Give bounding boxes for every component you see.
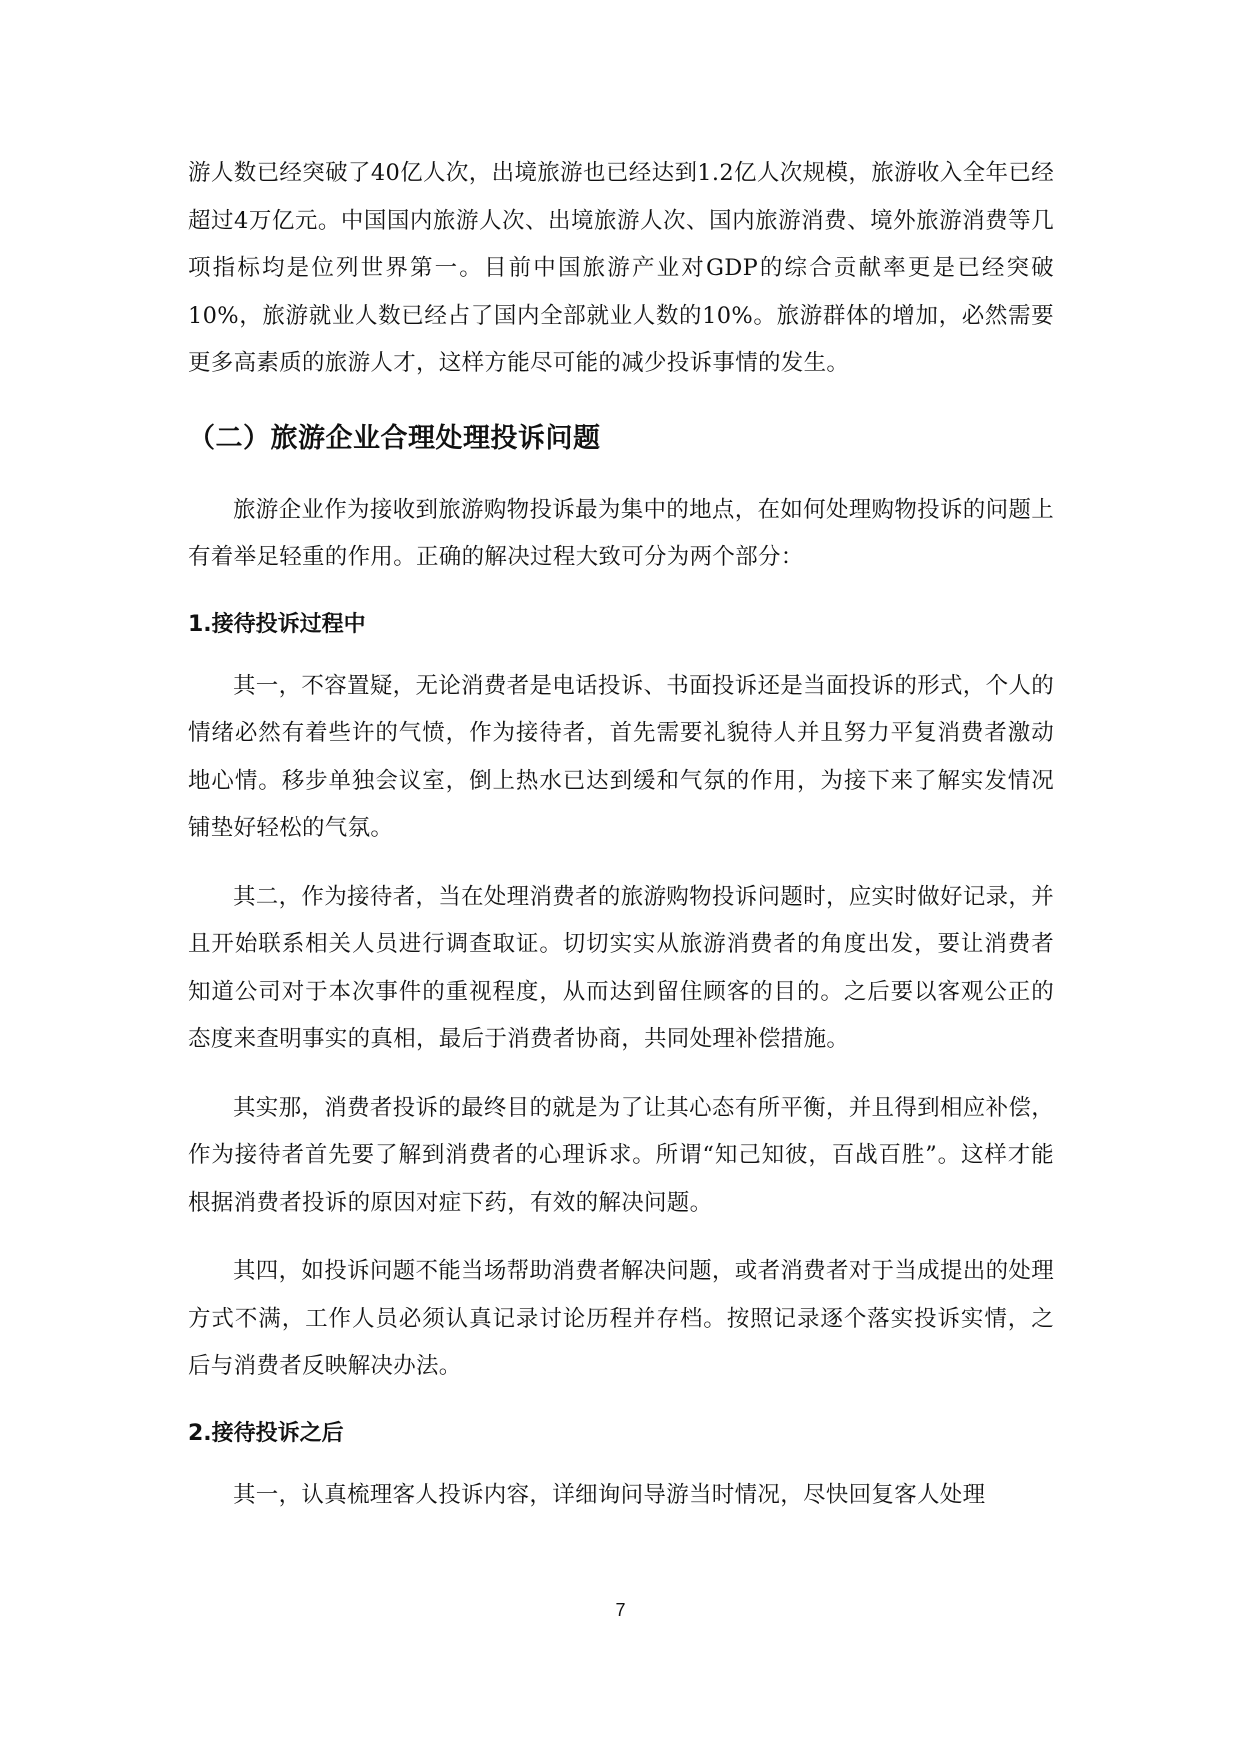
page-content [188, 150, 1054, 1519]
paragraph-point-3: 其实那，消费者投诉的最终目的就是为了让其心态有所平衡，并且得到相应补偿，作为接待者首先要了解到消费者的心理诉求。所谓“知己知彼，百战百胜”。这样才能根据消费者投诉的原因对症下药，有效的解决问题。 [188, 1094, 1054, 1216]
section-intro-paragraph: 旅游企业作为接收到旅游购物投诉最为集中的地点，在如何处理购物投诉的问题上有着举足轻重的作用。正确的解决过程大致可分为两个部分： [188, 496, 1054, 570]
page-number: 7 [615, 1600, 626, 1620]
intro-paragraph: 游人数已经突破了40亿人次，出境旅游也已经达到1.2亿人次规模，旅游收入全年已经超过4万亿元。中国国内旅游人次、出境旅游人次、国内旅游消费、境外旅游消费等几项指标均是位列世界第一。目前中国旅游产业对GDP的综合贡献率更是已经突破10%，旅游就业人数已经占了国内全部就业人数的10%。旅游群体的增加，必然需要更多高素质的旅游人才，这样方能尽可能的减少投诉事情的发生。 [188, 160, 1054, 376]
paragraph-point-1: 其一，不容置疑，无论消费者是电话投诉、书面投诉还是当面投诉的形式，个人的情绪必然有着些许的气愤，作为接待者，首先需要礼貌待人并且努力平复消费者激动地心情。移步单独会议室，倒上热水已达到缓和气氛的作用，为接下来了解实发情况铺垫好轻松的气氛。 [188, 672, 1054, 841]
subsection-heading-2: 2.接待投诉之后 [188, 1420, 344, 1446]
paragraph-point-2: 其二，作为接待者，当在处理消费者的旅游购物投诉问题时，应实时做好记录，并且开始联系相关人员进行调查取证。切切实实从旅游消费者的角度出发，要让消费者知道公司对于本次事件的重视程度，从而达到留住顾客的目的。之后要以客观公正的态度来查明事实的真相，最后于消费者协商，共同处理补偿措施。 [188, 883, 1054, 1052]
subsection-heading-1: 1.接待投诉过程中 [188, 611, 366, 637]
section-heading: （二）旅游企业合理处理投诉问题 [188, 422, 601, 454]
paragraph-after-point-1: 其一，认真梳理客人投诉内容，详细询问导游当时情况，尽快回复客人处理 [233, 1481, 986, 1508]
paragraph-point-4: 其四，如投诉问题不能当场帮助消费者解决问题，或者消费者对于当成提出的处理方式不满，工作人员必须认真记录讨论历程并存档。按照记录逐个落实投诉实情，之后与消费者反映解决办法。 [188, 1258, 1054, 1379]
